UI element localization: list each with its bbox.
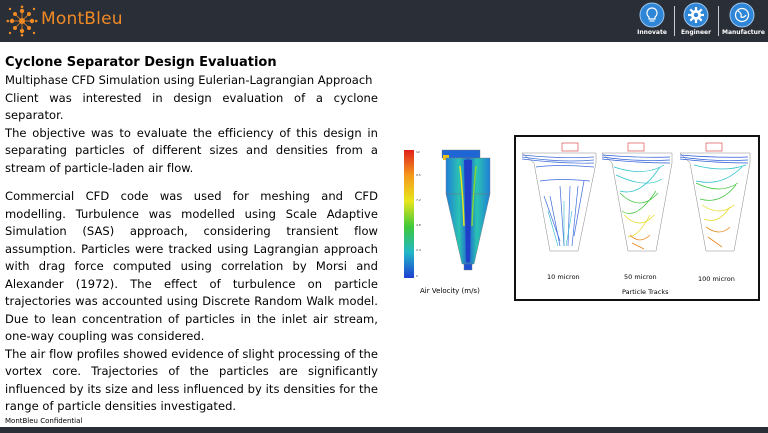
track-label-10-micron: 10 micron [547,273,580,281]
page-title: Cyclone Separator Design Evaluation [5,55,277,70]
objective-paragraph: The objective was to evaluate the efficiency of this design in separating particles of different sizes and densities from a stream of particle-laden air flow. [5,125,378,175]
svg-text:7.2: 7.2 [416,198,421,202]
nav-manufacture-label: Manufacture [722,29,765,36]
gear-icon [683,2,709,28]
particle-tracks-figure [514,135,760,301]
air-velocity-caption: Air Velocity (m/s) [420,287,480,295]
lightbulb-icon [639,2,665,28]
particle-tracks-caption: Particle Tracks [622,288,669,296]
nav-innovate[interactable] [632,2,672,40]
track-label-100-micron: 100 micron [698,275,735,283]
intro-paragraph: Client was interested in design evaluation of a cyclone separator. [5,90,378,122]
main-content [5,54,378,416]
nav-engineer[interactable] [676,2,716,40]
nav-engineer-label: Engineer [680,29,712,36]
confidential-notice: MontBleu Confidential [5,417,83,425]
montbleu-logo-icon[interactable] [6,5,38,37]
methods-paragraph: Commercial CFD code was used for meshing and CFD modelling. Turbulence was modelled using Scale Adaptive Simulation (SAS) approach, considering transient flow assumption. Particles were tracked using Lagrangian approach with drag force computed using correlation by Morsi and Alexander (1972). The effect of turbulence on particle trajectories was accounted using Discrete Random Walk model. Due to lean concentration of particles in the inlet air stream, one-way coupling was considered. [5,189,378,343]
nav-divider [718,6,719,36]
cyclone-100-micron [680,143,750,251]
track-label-50-micron: 50 micron [624,273,657,281]
bottom-bar [0,427,768,433]
paragraph-gap [5,177,378,188]
page-subtitle: Multiphase CFD Simulation using Eulerian-Lagrangian Approach [5,73,373,87]
top-bar [0,0,768,42]
nav-divider [674,6,675,36]
cyclone-10-micron [522,143,596,251]
svg-text:12: 12 [416,150,420,154]
nav-manufacture[interactable] [722,2,765,40]
svg-text:9.5: 9.5 [416,173,421,177]
results-paragraph: The air flow profiles showed evidence of slight processing of the vortex core. Trajectories of the particles are significantly influenced by its size and less influenced by its densities for the range of particle densities investigated. [5,346,378,413]
globe-icon [729,2,755,28]
svg-text:4.8: 4.8 [416,223,421,227]
brand-name[interactable]: MontBleu [41,9,123,29]
svg-text:0: 0 [416,274,418,278]
svg-text:2.4: 2.4 [416,248,421,252]
cyclone-50-micron [602,143,672,251]
air-velocity-contour-image [402,146,512,296]
nav-innovate-label: Innovate [637,29,667,36]
